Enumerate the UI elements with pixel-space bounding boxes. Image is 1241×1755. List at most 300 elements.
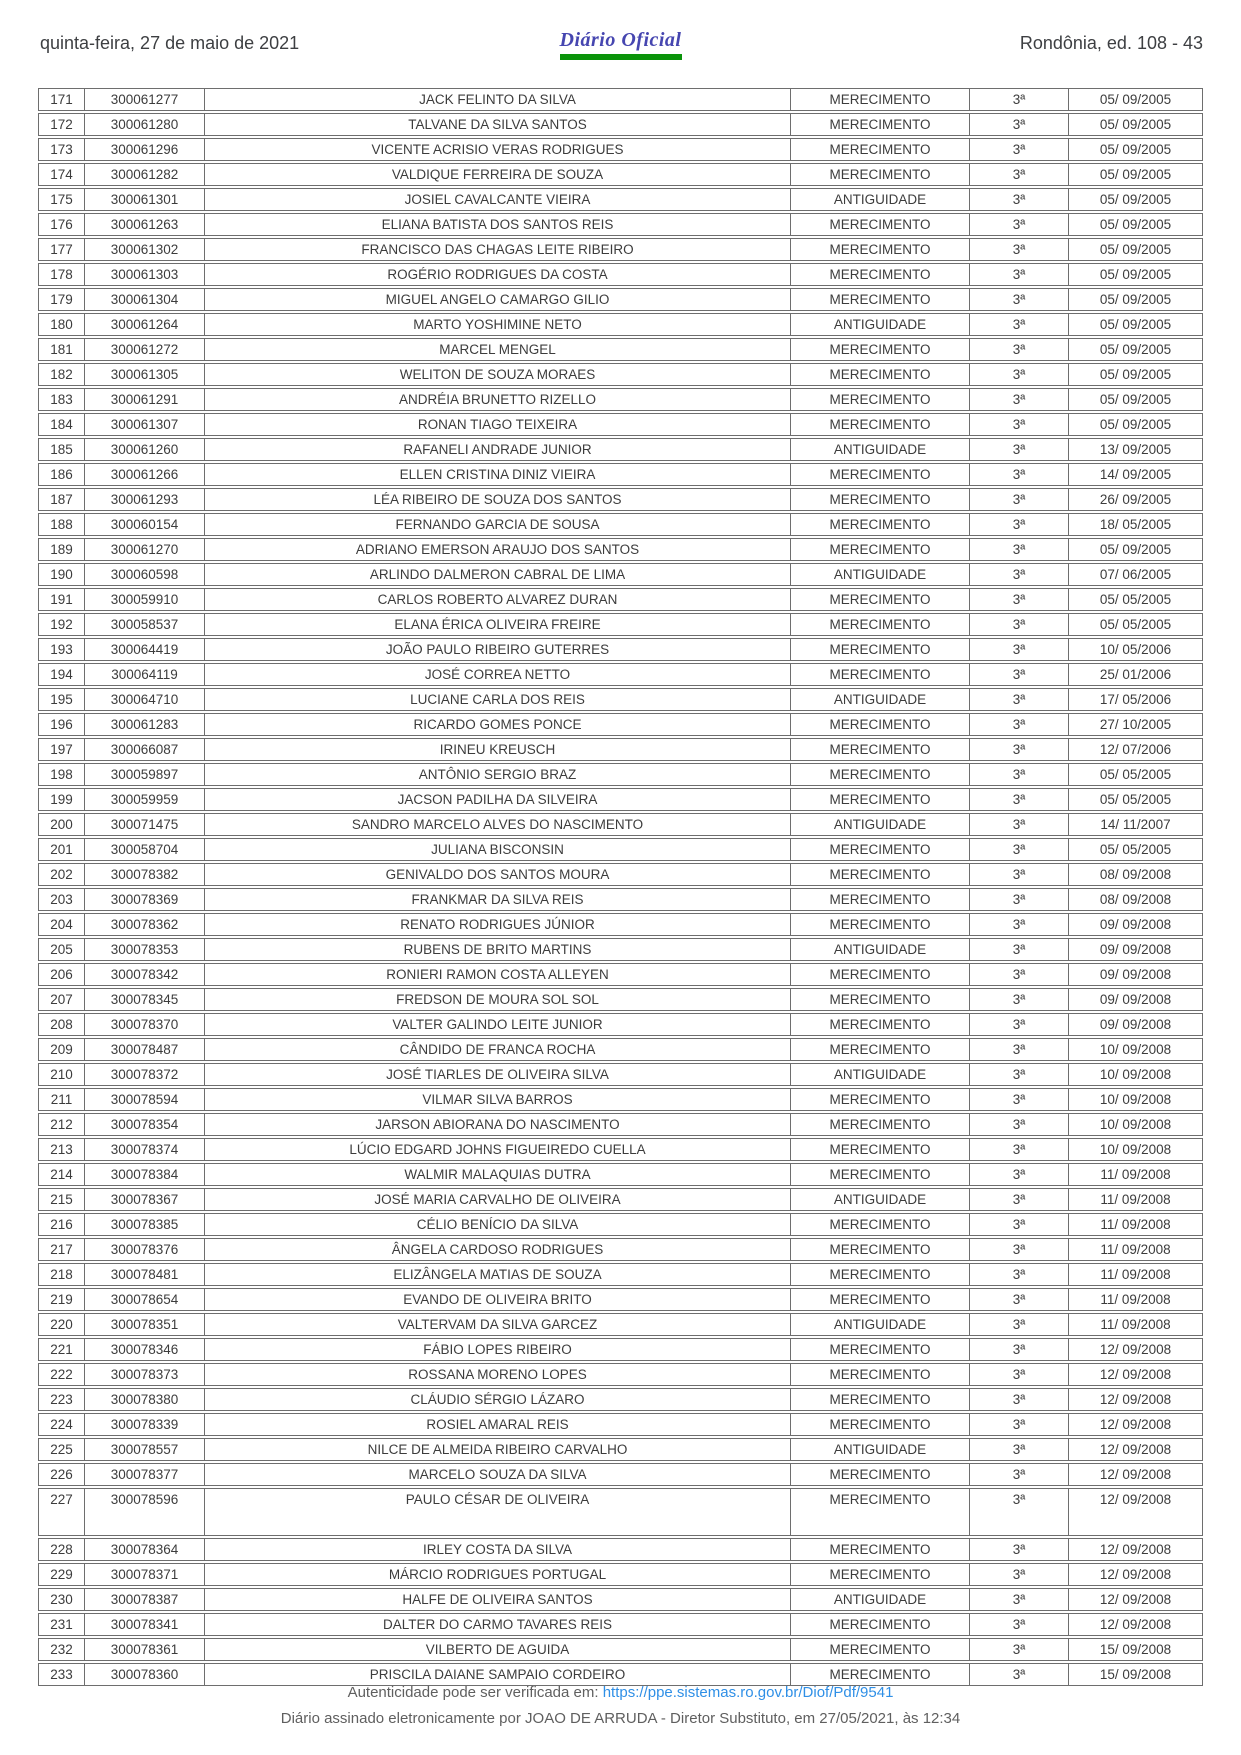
class-cell: 3ª [969, 314, 1068, 335]
registration-id-cell: 300078372 [84, 1064, 204, 1085]
date-cell: 12/ 09/2008 [1068, 1389, 1202, 1410]
table-row [38, 488, 1203, 511]
registration-id-cell: 300078387 [84, 1589, 204, 1610]
row-number-cell: 176 [50, 217, 73, 232]
registration-id-cell: 300078342 [84, 964, 204, 985]
criteria-cell: MERECIMENTO [790, 1414, 969, 1435]
table-row [38, 738, 1203, 761]
row-number-cell: 183 [50, 392, 73, 407]
criteria-cell: MERECIMENTO [790, 1389, 969, 1410]
criteria-cell: MERECIMENTO [790, 1614, 969, 1635]
date-cell: 12/ 09/2008 [1068, 1414, 1202, 1435]
date-cell: 12/ 09/2008 [1068, 1439, 1202, 1460]
date-cell: 13/ 09/2005 [1068, 439, 1202, 460]
table-row [38, 1463, 1203, 1486]
row-number-cell: 174 [50, 167, 73, 182]
name-cell: JOÃO PAULO RIBEIRO GUTERRES [204, 639, 790, 660]
row-number-cell: 201 [50, 842, 73, 857]
registration-id-cell: 300059959 [84, 789, 204, 810]
row-number-cell: 210 [50, 1067, 73, 1082]
criteria-cell: MERECIMENTO [790, 614, 969, 635]
row-number-cell: 232 [50, 1642, 73, 1657]
date-cell: 09/ 09/2008 [1068, 939, 1202, 960]
class-cell: 3ª [969, 389, 1068, 410]
registration-id-cell: 300059910 [84, 589, 204, 610]
criteria-cell: MERECIMENTO [790, 389, 969, 410]
table-row [38, 588, 1203, 611]
date-cell: 10/ 05/2006 [1068, 639, 1202, 660]
criteria-cell: MERECIMENTO [790, 364, 969, 385]
table-row [38, 388, 1203, 411]
criteria-cell: MERECIMENTO [790, 989, 969, 1010]
criteria-cell: MERECIMENTO [790, 864, 969, 885]
date-cell: 12/ 09/2008 [1068, 1339, 1202, 1360]
registration-id-cell: 300061307 [84, 414, 204, 435]
criteria-cell: MERECIMENTO [790, 114, 969, 135]
date-cell: 18/ 05/2005 [1068, 514, 1202, 535]
date-cell: 05/ 05/2005 [1068, 614, 1202, 635]
registration-id-cell: 300061280 [84, 114, 204, 135]
name-cell: FERNANDO GARCIA DE SOUSA [204, 514, 790, 535]
table-row [38, 1113, 1203, 1136]
registration-id-cell: 300061266 [84, 464, 204, 485]
registration-id-cell: 300078354 [84, 1114, 204, 1135]
criteria-cell: MERECIMENTO [790, 1489, 969, 1535]
name-cell: ROSSANA MORENO LOPES [204, 1364, 790, 1385]
class-cell: 3ª [969, 1039, 1068, 1060]
class-cell: 3ª [969, 1164, 1068, 1185]
class-cell: 3ª [969, 364, 1068, 385]
table-row [38, 1663, 1203, 1686]
row-number-cell: 180 [50, 317, 73, 332]
registration-id-cell: 300078654 [84, 1289, 204, 1310]
row-number-cell: 211 [50, 1092, 73, 1107]
name-cell: VILMAR SILVA BARROS [204, 1089, 790, 1110]
class-cell: 3ª [969, 239, 1068, 260]
authenticity-text: Autenticidade pode ser verificada em: [347, 1684, 603, 1701]
class-cell: 3ª [969, 964, 1068, 985]
table-row [38, 563, 1203, 586]
name-cell: WELITON DE SOUZA MORAES [204, 364, 790, 385]
row-number-cell: 223 [50, 1392, 73, 1407]
date-cell: 09/ 09/2008 [1068, 964, 1202, 985]
name-cell: FRANCISCO DAS CHAGAS LEITE RIBEIRO [204, 239, 790, 260]
journal-title: Diário Oficial [559, 29, 682, 51]
name-cell: ELLEN CRISTINA DINIZ VIEIRA [204, 464, 790, 485]
registration-id-cell: 300058704 [84, 839, 204, 860]
date-cell: 10/ 09/2008 [1068, 1114, 1202, 1135]
table-row [38, 1238, 1203, 1261]
class-cell: 3ª [969, 1489, 1068, 1535]
criteria-cell: MERECIMENTO [790, 1264, 969, 1285]
class-cell: 3ª [969, 914, 1068, 935]
class-cell: 3ª [969, 639, 1068, 660]
date-cell: 11/ 09/2008 [1068, 1164, 1202, 1185]
criteria-cell: MERECIMENTO [790, 539, 969, 560]
table-row [38, 313, 1203, 336]
criteria-cell: MERECIMENTO [790, 164, 969, 185]
row-number-cell: 207 [50, 992, 73, 1007]
row-number-cell: 205 [50, 942, 73, 957]
row-number-cell: 197 [50, 742, 73, 757]
row-number-cell: 233 [50, 1667, 73, 1682]
table-row [38, 1638, 1203, 1661]
class-cell: 3ª [969, 664, 1068, 685]
registration-id-cell: 300066087 [84, 739, 204, 760]
name-cell: ELIANA BATISTA DOS SANTOS REIS [204, 214, 790, 235]
criteria-cell: MERECIMENTO [790, 1664, 969, 1685]
row-number-cell: 231 [50, 1617, 73, 1632]
row-number-cell: 186 [50, 467, 73, 482]
row-number-cell: 182 [50, 367, 73, 382]
criteria-cell: MERECIMENTO [790, 1639, 969, 1660]
row-number-cell: 189 [50, 542, 73, 557]
date-cell: 05/ 09/2005 [1068, 139, 1202, 160]
signature-line: Diário assinado eletronicamente por JOAO DE ARRUDA - Diretor Substituto, em 27/05/2021, às 12:34 [280, 1710, 961, 1727]
name-cell: IRLEY COSTA DA SILVA [204, 1539, 790, 1560]
row-number-cell: 196 [50, 717, 73, 732]
registration-id-cell: 300078341 [84, 1614, 204, 1635]
class-cell: 3ª [969, 1289, 1068, 1310]
class-cell: 3ª [969, 989, 1068, 1010]
date-cell: 10/ 09/2008 [1068, 1064, 1202, 1085]
class-cell: 3ª [969, 489, 1068, 510]
registration-id-cell: 300061263 [84, 214, 204, 235]
class-cell: 3ª [969, 214, 1068, 235]
criteria-cell: MERECIMENTO [790, 1214, 969, 1235]
criteria-cell: MERECIMENTO [790, 1014, 969, 1035]
table-row [38, 1613, 1203, 1636]
table-row [38, 1188, 1203, 1211]
table-row [38, 713, 1203, 736]
criteria-cell: MERECIMENTO [790, 1464, 969, 1485]
class-cell: 3ª [969, 89, 1068, 110]
table-row [38, 538, 1203, 561]
table-row [38, 638, 1203, 661]
table-row [38, 338, 1203, 361]
table-row [38, 1413, 1203, 1436]
date-cell: 11/ 09/2008 [1068, 1189, 1202, 1210]
date-cell: 12/ 09/2008 [1068, 1614, 1202, 1635]
table-row [38, 1288, 1203, 1311]
criteria-cell: MERECIMENTO [790, 1564, 969, 1585]
registration-id-cell: 300061302 [84, 239, 204, 260]
registration-id-cell: 300078367 [84, 1189, 204, 1210]
class-cell: 3ª [969, 289, 1068, 310]
row-number-cell: 224 [50, 1417, 73, 1432]
class-cell: 3ª [969, 1314, 1068, 1335]
name-cell: ARLINDO DALMERON CABRAL DE LIMA [204, 564, 790, 585]
row-number-cell: 175 [50, 192, 73, 207]
date-cell: 05/ 09/2005 [1068, 389, 1202, 410]
registration-id-cell: 300061305 [84, 364, 204, 385]
table-row [38, 1563, 1203, 1586]
criteria-cell: ANTIGUIDADE [790, 564, 969, 585]
registration-id-cell: 300058537 [84, 614, 204, 635]
date-cell: 05/ 09/2005 [1068, 189, 1202, 210]
class-cell: 3ª [969, 1464, 1068, 1485]
date-cell: 05/ 09/2005 [1068, 264, 1202, 285]
class-cell: 3ª [969, 189, 1068, 210]
row-number-cell: 173 [50, 142, 73, 157]
table-row [38, 238, 1203, 261]
date-cell: 08/ 09/2008 [1068, 864, 1202, 885]
row-number-cell: 213 [50, 1142, 73, 1157]
name-cell: JACK FELINTO DA SILVA [204, 89, 790, 110]
row-number-cell: 209 [50, 1042, 73, 1057]
table-row [38, 763, 1203, 786]
row-number-cell: 229 [50, 1567, 73, 1582]
table-row [38, 188, 1203, 211]
header-edition: Rondônia, ed. 108 - 43 [1019, 33, 1203, 53]
table-row [38, 1013, 1203, 1036]
registration-id-cell: 300064419 [84, 639, 204, 660]
date-cell: 15/ 09/2008 [1068, 1639, 1202, 1660]
class-cell: 3ª [969, 564, 1068, 585]
registration-id-cell: 300061304 [84, 289, 204, 310]
date-cell: 27/ 10/2005 [1068, 714, 1202, 735]
registration-id-cell: 300078360 [84, 1664, 204, 1685]
registration-id-cell: 300064710 [84, 689, 204, 710]
criteria-cell: MERECIMENTO [790, 639, 969, 660]
name-cell: WALMIR MALAQUIAS DUTRA [204, 1164, 790, 1185]
criteria-cell: MERECIMENTO [790, 514, 969, 535]
registration-id-cell: 300078373 [84, 1364, 204, 1385]
row-number-cell: 219 [50, 1292, 73, 1307]
row-number-cell: 188 [50, 517, 73, 532]
row-number-cell: 172 [50, 117, 73, 132]
name-cell: MARTO YOSHIMINE NETO [204, 314, 790, 335]
name-cell: RUBENS DE BRITO MARTINS [204, 939, 790, 960]
registration-id-cell: 300078364 [84, 1539, 204, 1560]
name-cell: MIGUEL ANGELO CAMARGO GILIO [204, 289, 790, 310]
name-cell: RAFANELI ANDRADE JUNIOR [204, 439, 790, 460]
row-number-cell: 187 [50, 492, 73, 507]
name-cell: FREDSON DE MOURA SOL SOL [204, 989, 790, 1010]
name-cell: JARSON ABIORANA DO NASCIMENTO [204, 1114, 790, 1135]
row-number-cell: 225 [50, 1442, 73, 1457]
registration-id-cell: 300078345 [84, 989, 204, 1010]
name-cell: LÚCIO EDGARD JOHNS FIGUEIREDO CUELLA [204, 1139, 790, 1160]
class-cell: 3ª [969, 539, 1068, 560]
name-cell: CÉLIO BENÍCIO DA SILVA [204, 1214, 790, 1235]
table-row [38, 888, 1203, 911]
row-number-cell: 200 [50, 817, 73, 832]
criteria-cell: ANTIGUIDADE [790, 1064, 969, 1085]
name-cell: CARLOS ROBERTO ALVAREZ DURAN [204, 589, 790, 610]
row-number-cell: 228 [50, 1542, 73, 1557]
class-cell: 3ª [969, 939, 1068, 960]
name-cell: VALDIQUE FERREIRA DE SOUZA [204, 164, 790, 185]
criteria-cell: ANTIGUIDADE [790, 1439, 969, 1460]
registration-id-cell: 300078380 [84, 1389, 204, 1410]
registration-id-cell: 300061303 [84, 264, 204, 285]
table-row [38, 288, 1203, 311]
table-row [38, 1338, 1203, 1361]
row-number-cell: 206 [50, 967, 73, 982]
name-cell: ANTÔNIO SERGIO BRAZ [204, 764, 790, 785]
row-number-cell: 185 [50, 442, 73, 457]
date-cell: 05/ 05/2005 [1068, 839, 1202, 860]
registration-id-cell: 300061272 [84, 339, 204, 360]
table-row [38, 513, 1203, 536]
criteria-cell: MERECIMENTO [790, 1289, 969, 1310]
criteria-cell: MERECIMENTO [790, 739, 969, 760]
date-cell: 12/ 09/2008 [1068, 1589, 1202, 1610]
class-cell: 3ª [969, 864, 1068, 885]
registration-id-cell: 300061301 [84, 189, 204, 210]
name-cell: ANDRÉIA BRUNETTO RIZELLO [204, 389, 790, 410]
name-cell: IRINEU KREUSCH [204, 739, 790, 760]
name-cell: SANDRO MARCELO ALVES DO NASCIMENTO [204, 814, 790, 835]
name-cell: ROGÉRIO RODRIGUES DA COSTA [204, 264, 790, 285]
date-cell: 05/ 09/2005 [1068, 239, 1202, 260]
class-cell: 3ª [969, 1339, 1068, 1360]
criteria-cell: MERECIMENTO [790, 1364, 969, 1385]
registration-id-cell: 300078351 [84, 1314, 204, 1335]
class-cell: 3ª [969, 1089, 1068, 1110]
registration-id-cell: 300078361 [84, 1639, 204, 1660]
row-number-cell: 214 [50, 1167, 73, 1182]
registration-id-cell: 300078382 [84, 864, 204, 885]
row-number-cell: 194 [50, 667, 73, 682]
table-row [38, 688, 1203, 711]
table-row [38, 88, 1203, 111]
class-cell: 3ª [969, 514, 1068, 535]
class-cell: 3ª [969, 1664, 1068, 1685]
date-cell: 17/ 05/2006 [1068, 689, 1202, 710]
name-cell: RONIERI RAMON COSTA ALLEYEN [204, 964, 790, 985]
table-row [38, 1388, 1203, 1411]
name-cell: LUCIANE CARLA DOS REIS [204, 689, 790, 710]
criteria-cell: MERECIMENTO [790, 664, 969, 685]
criteria-cell: MERECIMENTO [790, 214, 969, 235]
date-cell: 10/ 09/2008 [1068, 1039, 1202, 1060]
registration-id-cell: 300078369 [84, 889, 204, 910]
criteria-cell: ANTIGUIDADE [790, 1189, 969, 1210]
date-cell: 12/ 09/2008 [1068, 1364, 1202, 1385]
criteria-cell: MERECIMENTO [790, 89, 969, 110]
criteria-cell: MERECIMENTO [790, 589, 969, 610]
date-cell: 12/ 09/2008 [1068, 1539, 1202, 1560]
registration-id-cell: 300061270 [84, 539, 204, 560]
name-cell: ELANA ÉRICA OLIVEIRA FREIRE [204, 614, 790, 635]
class-cell: 3ª [969, 814, 1068, 835]
registration-id-cell: 300061283 [84, 714, 204, 735]
page-header [38, 0, 1203, 70]
name-cell: JOSÉ CORREA NETTO [204, 664, 790, 685]
table-row [38, 1213, 1203, 1236]
name-cell: VALTER GALINDO LEITE JUNIOR [204, 1014, 790, 1035]
registration-id-cell: 300060154 [84, 514, 204, 535]
row-number-cell: 195 [50, 692, 73, 707]
class-cell: 3ª [969, 1264, 1068, 1285]
table-row [38, 838, 1203, 861]
class-cell: 3ª [969, 1564, 1068, 1585]
criteria-cell: ANTIGUIDADE [790, 189, 969, 210]
date-cell: 05/ 05/2005 [1068, 589, 1202, 610]
class-cell: 3ª [969, 1589, 1068, 1610]
table-row [38, 438, 1203, 461]
criteria-cell: MERECIMENTO [790, 464, 969, 485]
criteria-cell: MERECIMENTO [790, 1539, 969, 1560]
table-row [38, 363, 1203, 386]
row-number-cell: 215 [50, 1192, 73, 1207]
name-cell: MARCEL MENGEL [204, 339, 790, 360]
table-row [38, 1263, 1203, 1286]
row-number-cell: 221 [50, 1342, 73, 1357]
class-cell: 3ª [969, 139, 1068, 160]
row-number-cell: 220 [50, 1317, 73, 1332]
class-cell: 3ª [969, 714, 1068, 735]
name-cell: JOSÉ TIARLES DE OLIVEIRA SILVA [204, 1064, 790, 1085]
criteria-cell: ANTIGUIDADE [790, 1314, 969, 1335]
registration-id-cell: 300078353 [84, 939, 204, 960]
date-cell: 08/ 09/2008 [1068, 889, 1202, 910]
table-row [38, 163, 1203, 186]
registration-id-cell: 300078374 [84, 1139, 204, 1160]
criteria-cell: ANTIGUIDADE [790, 689, 969, 710]
date-cell: 09/ 09/2008 [1068, 914, 1202, 935]
registration-id-cell: 300078362 [84, 914, 204, 935]
class-cell: 3ª [969, 1639, 1068, 1660]
class-cell: 3ª [969, 1364, 1068, 1385]
date-cell: 05/ 09/2005 [1068, 164, 1202, 185]
name-cell: RICARDO GOMES PONCE [204, 714, 790, 735]
name-cell: TALVANE DA SILVA SANTOS [204, 114, 790, 135]
journal-title-underline [560, 54, 682, 60]
row-number-cell: 222 [50, 1367, 73, 1382]
registration-id-cell: 300078371 [84, 1564, 204, 1585]
criteria-cell: MERECIMENTO [790, 914, 969, 935]
class-cell: 3ª [969, 1214, 1068, 1235]
criteria-cell: ANTIGUIDADE [790, 1589, 969, 1610]
registration-id-cell: 300059897 [84, 764, 204, 785]
row-number-cell: 193 [50, 642, 73, 657]
name-cell: MARCELO SOUZA DA SILVA [204, 1464, 790, 1485]
name-cell: VILBERTO DE AGUIDA [204, 1639, 790, 1660]
registration-id-cell: 300078384 [84, 1164, 204, 1185]
date-cell: 25/ 01/2006 [1068, 664, 1202, 685]
class-cell: 3ª [969, 439, 1068, 460]
table-row [38, 1488, 1203, 1536]
class-cell: 3ª [969, 414, 1068, 435]
table-row [38, 1163, 1203, 1186]
criteria-cell: ANTIGUIDADE [790, 814, 969, 835]
row-number-cell: 230 [50, 1592, 73, 1607]
name-cell: JACSON PADILHA DA SILVEIRA [204, 789, 790, 810]
table-row [38, 788, 1203, 811]
registration-id-cell: 300078346 [84, 1339, 204, 1360]
date-cell: 05/ 09/2005 [1068, 89, 1202, 110]
name-cell: JOSIEL CAVALCANTE VIEIRA [204, 189, 790, 210]
criteria-cell: MERECIMENTO [790, 414, 969, 435]
date-cell: 14/ 09/2005 [1068, 464, 1202, 485]
registration-id-cell: 300061282 [84, 164, 204, 185]
class-cell: 3ª [969, 1614, 1068, 1635]
name-cell: DALTER DO CARMO TAVARES REIS [204, 1614, 790, 1635]
table-row [38, 663, 1203, 686]
criteria-cell: MERECIMENTO [790, 1039, 969, 1060]
criteria-cell: MERECIMENTO [790, 714, 969, 735]
date-cell: 26/ 09/2005 [1068, 489, 1202, 510]
criteria-cell: ANTIGUIDADE [790, 439, 969, 460]
criteria-cell: MERECIMENTO [790, 264, 969, 285]
table-row [38, 1088, 1203, 1111]
row-number-cell: 212 [50, 1117, 73, 1132]
authenticity-link[interactable]: https://ppe.sistemas.ro.gov.br/Diof/Pdf/9541 [602, 1684, 894, 1701]
date-cell: 09/ 09/2008 [1068, 1014, 1202, 1035]
